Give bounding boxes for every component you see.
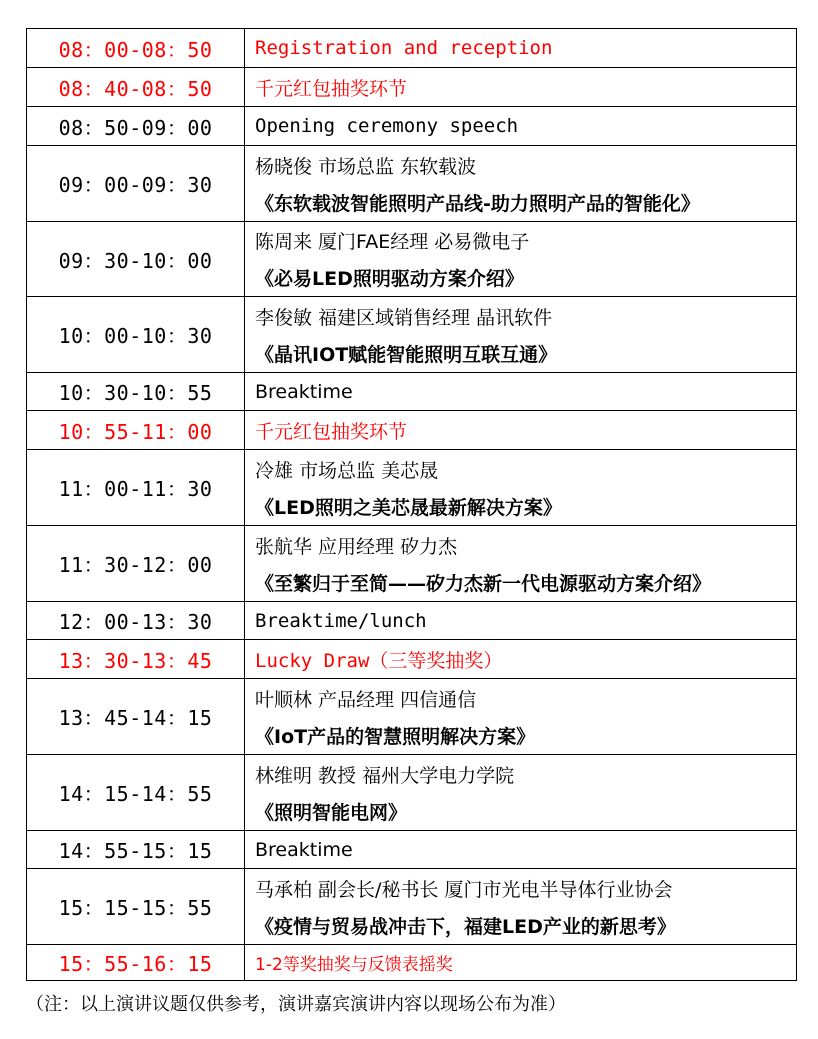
time-cell: 11：30-12：00: [27, 526, 245, 602]
session-cell: [245, 679, 797, 755]
session-title: Opening ceremony speech: [255, 115, 519, 137]
session-cell: [245, 755, 797, 831]
session-cell: [245, 869, 797, 945]
talk-title: 《LED照明之美芯晟最新解决方案》: [255, 496, 562, 519]
session-cell: [245, 640, 797, 679]
session-cell: [245, 373, 797, 411]
time-cell: 15：55-16：15: [27, 945, 245, 981]
session-cell: [245, 146, 797, 222]
session-cell: [245, 107, 797, 146]
time-cell: 08：00-08：50: [27, 29, 245, 68]
table-row: [27, 29, 797, 68]
speaker-line: 叶顺林 产品经理 四信通信: [255, 688, 477, 711]
table-row: [27, 831, 797, 869]
speaker-line: 杨晓俊 市场总监 东软载波: [255, 155, 477, 178]
session-title: Breaktime: [255, 380, 353, 403]
session-cell: [245, 450, 797, 526]
session-cell: [245, 222, 797, 297]
footnote: （注：以上演讲议题仅供参考，演讲嘉宾演讲内容以现场公布为准）: [26, 994, 566, 1015]
speaker-line: 林维明 教授 福州大学电力学院: [255, 764, 515, 787]
talk-title: 《照明智能电网》: [255, 801, 408, 824]
time-cell: 09：00-09：30: [27, 146, 245, 222]
session-cell: [245, 297, 797, 373]
session-title: 千元红包抽奖环节: [255, 77, 408, 100]
session-title: Breaktime: [255, 838, 353, 861]
speaker-line: 李俊敏 福建区域销售经理 晶讯软件: [255, 306, 553, 329]
time-cell: 09：30-10：00: [27, 222, 245, 297]
time-cell: 14：15-14：55: [27, 755, 245, 831]
speaker-line: 张航华 应用经理 矽力杰: [255, 535, 458, 558]
agenda-table: [26, 28, 797, 981]
time-cell: 10：30-10：55: [27, 373, 245, 411]
time-cell: 08：40-08：50: [27, 68, 245, 107]
talk-title: 《至繁归于至简——矽力杰新一代电源驱动方案介绍》: [255, 572, 712, 595]
session-title: Breaktime/lunch: [255, 609, 427, 632]
table-row: [27, 869, 797, 945]
time-cell: 08：50-09：00: [27, 107, 245, 146]
table-row: [27, 640, 797, 679]
time-cell: 14：55-15：15: [27, 831, 245, 869]
talk-title: 《必易LED照明驱动方案介绍》: [255, 268, 524, 290]
speaker-line: 陈周来 厦门FAE经理 必易微电子: [255, 231, 530, 253]
table-row: [27, 297, 797, 373]
table-row: [27, 107, 797, 146]
table-row: [27, 755, 797, 831]
table-row: [27, 68, 797, 107]
table-row: [27, 945, 797, 981]
time-cell: 13：45-14：15: [27, 679, 245, 755]
table-row: [27, 602, 797, 640]
table-row: [27, 450, 797, 526]
session-cell: [245, 29, 797, 68]
session-cell: [245, 68, 797, 107]
table-row: [27, 526, 797, 602]
session-title: Lucky Draw（三等奖抽奖）: [255, 649, 503, 672]
time-cell: 10：55-11：00: [27, 411, 245, 450]
session-title: 千元红包抽奖环节: [255, 420, 408, 443]
table-row: [27, 679, 797, 755]
session-cell: [245, 945, 797, 981]
speaker-line: 冷雄 市场总监 美芯晟: [255, 459, 439, 482]
time-cell: 15：15-15：55: [27, 869, 245, 945]
time-cell: 12：00-13：30: [27, 602, 245, 640]
session-title: Registration and reception: [255, 37, 553, 59]
session-cell: [245, 411, 797, 450]
table-row: [27, 146, 797, 222]
time-cell: 11：00-11：30: [27, 450, 245, 526]
talk-title: 《东软载波智能照明产品线-助力照明产品的智能化》: [255, 192, 700, 215]
time-cell: 10：00-10：30: [27, 297, 245, 373]
session-title: 1-2等奖抽奖与反馈表摇奖: [255, 955, 453, 975]
talk-title: 《IoT产品的智慧照明解决方案》: [255, 725, 536, 748]
session-cell: [245, 526, 797, 602]
speaker-line: 马承柏 副会长/秘书长 厦门市光电半导体行业协会: [255, 878, 673, 901]
session-cell: [245, 831, 797, 869]
table-row: [27, 411, 797, 450]
talk-title: 《晶讯IOT赋能智能照明互联互通》: [255, 343, 558, 366]
talk-title: 《疫情与贸易战冲击下，福建LED产业的新思考》: [255, 915, 676, 938]
table-row: [27, 222, 797, 297]
table-row: [27, 373, 797, 411]
time-cell: 13：30-13：45: [27, 640, 245, 679]
session-cell: [245, 602, 797, 640]
